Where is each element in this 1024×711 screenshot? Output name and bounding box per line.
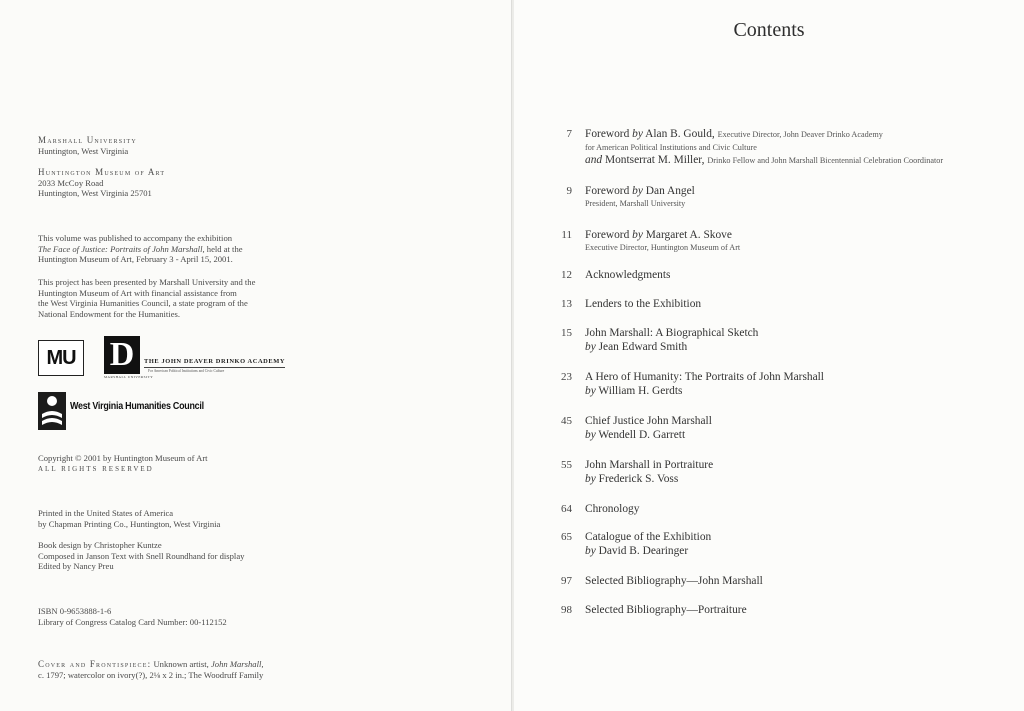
- publisher-museum: [38, 167, 165, 199]
- isbn-info: [38, 606, 227, 627]
- funding-note: This project has been presented by Marshall University and the Huntington Museum of Art with financial assistance from the West Virginia Humanities Council, a state program of the National Endowment for the Humanities.: [38, 277, 256, 319]
- drinko-academy-logo: D: [104, 336, 140, 374]
- contents-title: Contents: [733, 19, 805, 41]
- design-credits: Book design by Christopher Kuntze Composed in Janson Text with Snell Roundhand for display Edited by Nancy Preu: [38, 540, 245, 572]
- copyright-line: Copyright © 2001 by Huntington Museum of Art: [38, 453, 208, 463]
- humanities-council-icon: [38, 392, 66, 430]
- marshall-university-logo: MU: [38, 340, 84, 376]
- isbn: ISBN 0-9653888-1-6: [38, 606, 112, 616]
- museum-street: 2033 McCoy Road: [38, 177, 104, 188]
- museum-city: Huntington, West Virginia 25701: [38, 188, 152, 199]
- university-city: Huntington, West Virginia: [38, 145, 129, 156]
- copyright: [38, 453, 208, 474]
- rights-reserved: ALL RIGHTS RESERVED: [38, 464, 154, 473]
- cover-credit: Cover and Frontispiece: Unknown artist, John Marshall, c. 1797; watercolor on ivory(?), 2⅛ x 2 in.; The Woodruff Family: [38, 659, 264, 680]
- sponsor-logos: MU D MARSHALL UNIVERSITY THE JOHN DEAVER DRINKO ACADEMY For American Political Institutions and Civic Culture: [38, 336, 288, 382]
- drinko-academy-name: THE JOHN DEAVER DRINKO ACADEMY: [144, 358, 285, 368]
- lccn: Library of Congress Catalog Card Number: 00-112152: [38, 616, 227, 627]
- university-name: Marshall University: [38, 135, 137, 145]
- exhibition-note: This volume was published to accompany the exhibition The Face of Justice: Portraits of John Marshall, held at the Huntington Museum of Art, February 3 - April 15, 2001.: [38, 233, 243, 265]
- wv-humanities-logo: West Virginia Humanities Council: [38, 392, 238, 432]
- museum-name: Huntington Museum of Art: [38, 167, 166, 177]
- contents-page: Contents 7 Foreword by Alan B. Gould, Executive Director, John Deaver Drinko Academy for American Political Institutions and Civic Culture and Montserrat M. Miller, Drinko Fellow and John Marshall Bicentennial Celebration Coordinator 9 Foreword by Dan Angel President, Marshall University 11 Foreword by Margaret A. Skove Executive Director, Huntington Museum of Art 12 Acknowledgments 13 Lenders to the Exhibition 15 John Marshall: A Biographical Sketch by Jean Edward Smith 23 A Hero of Humanity: The Portraits of John Marshall by William H. Gerdts 45 Chief Justice John Marshall by Wendell D. Garrett 55 John Marshall in Portraiture by Frederick S. Voss 64 Chronology 65 Catalogue of the Exhibition by David B. Dearinger 97 Selected Bibliography—John Marshall 98 Selected Bibliography—Portraiture: [514, 0, 1024, 711]
- exhibition-title: The Face of Justice: Portraits of John Marshall,: [38, 243, 205, 254]
- publisher-university: [38, 135, 137, 156]
- printing-info: Printed in the United States of America by Chapman Printing Co., Huntington, West Virginia: [38, 508, 221, 529]
